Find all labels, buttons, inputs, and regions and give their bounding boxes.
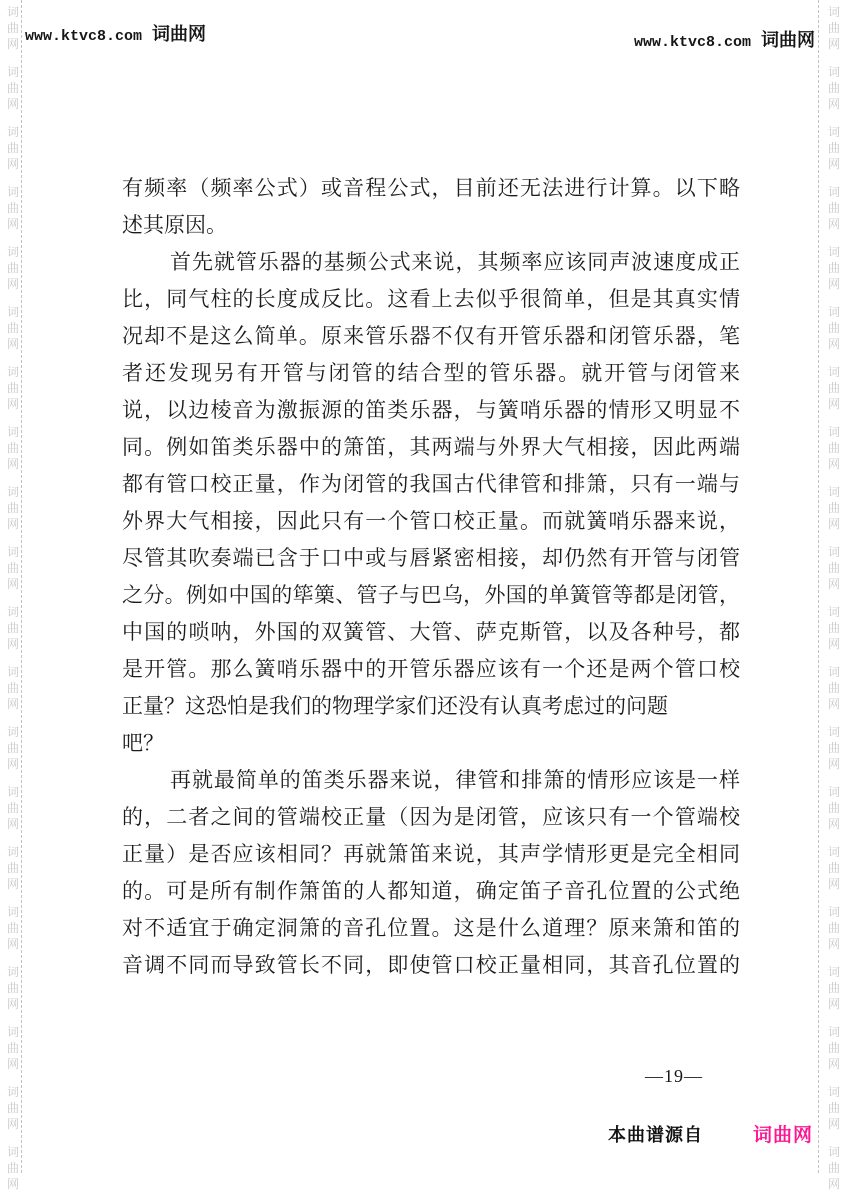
footer-attribution [608,1120,813,1147]
watermark-chars: 词 曲 网 [6,305,19,351]
watermark-chars: 词 曲 网 [827,1085,840,1131]
watermark-chars: 词 曲 网 [827,245,840,291]
watermark-chars: 词 曲 网 [6,905,19,951]
page-number: —19— [645,1066,703,1086]
text-line: 正量？这恐怕是我们的物理学家们还没有认真考虑过的问题 [122,694,668,718]
text-line: 的。可是所有制作箫笛的人都知道，确定笛子音孔位置的公式绝 [122,879,740,903]
site-url-text: www.ktvc8.com [633,34,751,51]
text-line: 都有管口校正量，作为闭管的我国古代律管和排箫，只有一端与 [122,472,740,496]
text-line: 正量）是否应该相同？再就箫笛来说，其声学情形更是完全相同 [122,842,740,866]
watermark-chars: 词 曲 网 [6,1145,19,1191]
text-line: 首先就管乐器的基频公式来说，其频率应该同声波速度成正 [170,250,740,274]
text-line: 中国的唢呐，外国的双簧管、大管、萨克斯管，以及各种号，都 [122,620,740,644]
watermark-chars: 词 曲 网 [6,245,19,291]
text-line: 外界大气相接，因此只有一个管口校正量。而就簧哨乐器来说， [122,509,740,533]
site-name-text: 词曲网 [761,30,815,50]
watermark-chars: 词 曲 网 [827,1025,840,1071]
watermark-chars: 词 曲 网 [827,5,840,51]
text-line: 说，以边棱音为激振源的笛类乐器，与簧哨乐器的情形又明显不 [122,398,740,422]
watermark-chars: 词 曲 网 [827,185,840,231]
watermark-chars: 词 曲 网 [827,65,840,111]
text-line: 尽管其吹奏端已含于口中或与唇紧密相接，却仍然有开管与闭管 [122,546,740,570]
watermark-chars: 词 曲 网 [827,125,840,171]
text-line: 同。例如笛类乐器中的箫笛，其两端与外界大气相接，因此两端 [122,435,740,459]
watermark-chars: 词 曲 网 [827,845,840,891]
text-line: 者还发现另有开管与闭管的结合型的管乐器。就开管与闭管来 [122,361,740,385]
watermark-chars: 词 曲 网 [827,425,840,471]
text-line: 况却不是这么简单。原来管乐器不仅有开管乐器和闭管乐器，笔 [122,324,740,348]
text-line: 有频率（频率公式）或音程公式，目前还无法进行计算。以下略 [122,176,740,200]
watermark-chars: 词 曲 网 [827,545,840,591]
header-watermark-right [634,26,815,52]
watermark-chars: 词 曲 网 [827,305,840,351]
watermark-chars: 词 曲 网 [6,545,19,591]
watermark-chars: 词 曲 网 [6,185,19,231]
watermark-chars: 词 曲 网 [6,365,19,411]
watermark-chars: 词 曲 网 [827,905,840,951]
footer-site-name: 词曲网 [752,1125,813,1146]
text-line: 比，同气柱的长度成反比。这看上去似乎很简单，但是其真实情 [122,287,740,311]
watermark-chars: 词 曲 网 [6,845,19,891]
text-line: 吧？ [122,731,164,755]
watermark-chars: 词 曲 网 [6,965,19,1011]
watermark-chars: 词 曲 网 [827,605,840,651]
text-line: 之分。例如中国的筚篥、管子与巴乌，外国的单簧管等都是闭管， [122,583,740,607]
watermark-chars: 词 曲 网 [6,125,19,171]
watermark-chars: 词 曲 网 [6,665,19,711]
text-line: 音调不同而导致管长不同，即使管口校正量相同，其音孔位置的 [122,953,740,977]
watermark-chars: 词 曲 网 [827,485,840,531]
text-line: 的，二者之间的管端校正量（因为是闭管，应该只有一个管端校 [122,805,740,829]
text-line: 述其原因。 [122,213,227,237]
right-dashed-divider [818,0,819,1173]
text-line: 再就最简单的笛类乐器来说，律管和排箫的情形应该是一样 [170,768,740,792]
watermark-chars: 词 曲 网 [6,785,19,831]
watermark-chars: 词 曲 网 [6,1025,19,1071]
watermark-chars: 词 曲 网 [6,5,19,51]
watermark-chars: 词 曲 网 [6,425,19,471]
article-body [122,170,740,984]
header-watermark-left [25,20,206,46]
watermark-column-right [826,4,842,1204]
watermark-chars: 词 曲 网 [6,725,19,771]
watermark-chars: 词 曲 网 [6,1085,19,1131]
watermark-chars: 词 曲 网 [827,725,840,771]
watermark-chars: 词 曲 网 [827,965,840,1011]
watermark-chars: 词 曲 网 [6,65,19,111]
left-dashed-divider [21,0,22,1173]
watermark-chars: 词 曲 网 [6,485,19,531]
watermark-chars: 词 曲 网 [827,785,840,831]
text-line: 对不适宜于确定洞箫的音孔位置。这是什么道理？原来箫和笛的 [122,916,740,940]
watermark-chars: 词 曲 网 [827,665,840,711]
watermark-chars: 词 曲 网 [827,1145,840,1191]
watermark-chars: 词 曲 网 [6,605,19,651]
site-url-text: www.ktvc8.com [25,28,143,45]
watermark-chars: 词 曲 网 [827,365,840,411]
footer-source-label: 本曲谱源自 [608,1125,703,1145]
text-line: 是开管。那么簧哨乐器中的开管乐器应该有一个还是两个管口校 [122,657,740,681]
watermark-column-left [5,4,21,1204]
site-name-text: 词曲网 [152,24,207,44]
